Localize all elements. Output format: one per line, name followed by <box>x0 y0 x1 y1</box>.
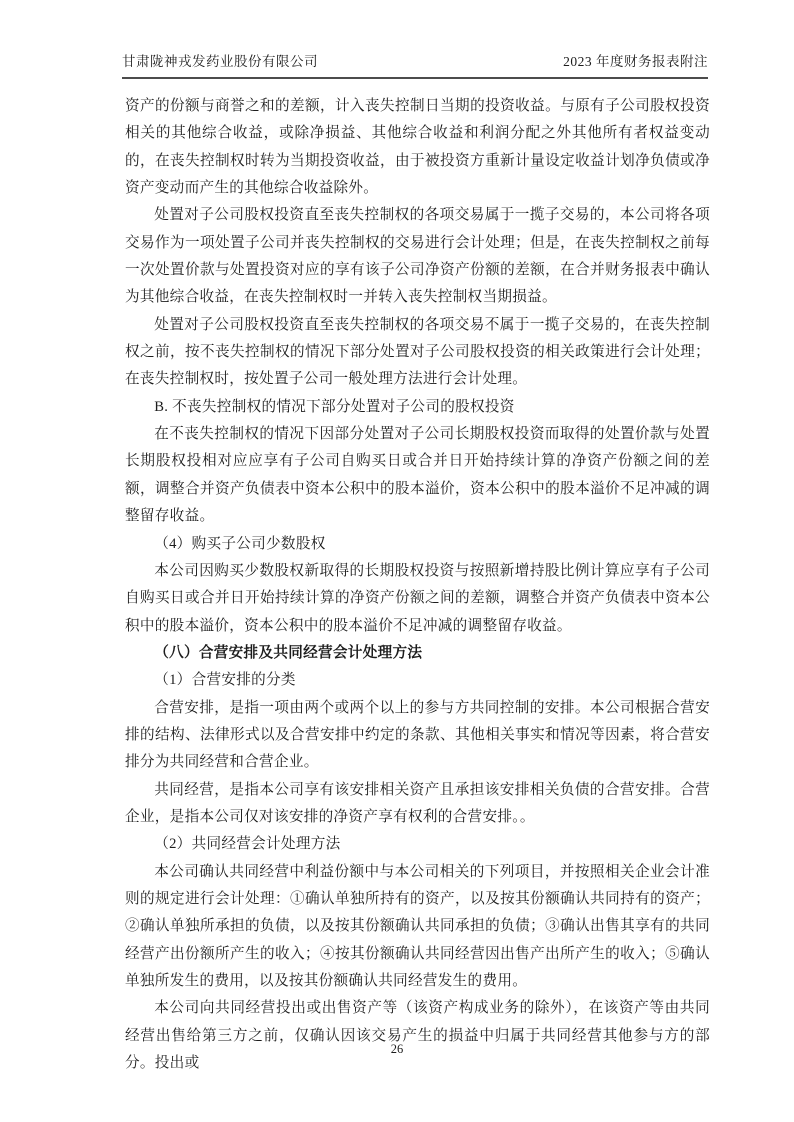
subheading-4: （4）购买子公司少数股权 <box>154 535 326 552</box>
paragraph: 在不丧失控制权的情况下因部分处置对子公司长期股权投资而取得的处置价款与处置长期股权投相对应应享有子公司自购买日或合并日开始持续计算的净资产份额之间的差额，调整合并资产负债表中资本公积中的股本溢价，资本公积中的股本溢价不足冲减的调整留存收益。 <box>125 426 710 525</box>
paragraph-continuation: 资产的份额与商誉之和的差额，计入丧失控制日当期的投资收益。与原有子公司股权投资相关的其他综合收益，或除净损益、其他综合收益和利润分配之外其他所有者权益变动的，在丧失控制权时转为当期投资收益，由于被投资方重新计量设定收益计划净负债或净资产变动而产生的其他综合收益除外。 <box>125 98 710 197</box>
subheading-1: （1）合营安排的分类 <box>154 672 296 689</box>
header-company-name: 甘肃陇神戎发药业股份有限公司 <box>122 54 318 69</box>
paragraph: 本公司向共同经营投出或出售资产等（该资产构成业务的除外），在该资产等由共同经营出售给第三方之前，仅确认因该交易产生的损益中归属于共同经营其他参与方的部分。投出或 <box>125 1000 710 1072</box>
page-header <box>122 50 708 79</box>
paragraph: 本公司因购买少数股权新取得的长期股权投资与按照新增持股比例计算应享有子公司自购买日或合并日开始持续计算的净资产份额之间的差额，调整合并资产负债表中资本公积中的股本溢价，资本公积中的股本溢价不足冲减的调整留存收益。 <box>125 562 710 634</box>
paragraph: 处置对子公司股权投资直至丧失控制权的各项交易不属于一揽子交易的，在丧失控制权之前，按不丧失控制权的情况下部分处置对子公司股权投资的相关政策进行会计处理；在丧失控制权时，按处置子公司一般处理方法进行会计处理。 <box>125 316 710 388</box>
paragraph: 共同经营，是指本公司享有该安排相关资产且承担该安排相关负债的合营安排。合营企业，是指本公司仅对该安排的净资产享有权利的合营安排。。 <box>125 781 710 825</box>
paragraph: 合营安排，是指一项由两个或两个以上的参与方共同控制的安排。本公司根据合营安排的结构、法律形式以及合营安排中约定的条款、其他相关事实和情况等因素，将合营安排分为共同经营和合营企业。 <box>125 699 710 771</box>
paragraph: 处置对子公司股权投资直至丧失控制权的各项交易属于一揽子交易的，本公司将各项交易作为一项处置子公司并丧失控制权的交易进行会计处理；但是，在丧失控制权之前每一次处置价款与处置投资对应的享有该子公司净资产份额的差额，在合并财务报表中确认为其他综合收益，在丧失控制权时一并转入丧失控制权当期损益。 <box>125 207 710 306</box>
page-number: 26 <box>390 1042 404 1056</box>
document-body <box>125 93 710 1077</box>
paragraph: 本公司确认共同经营中利益份额中与本公司相关的下列项目，并按照相关企业会计准则的规定进行会计处理：①确认单独所持有的资产，以及按其份额确认共同持有的资产；②确认单独所承担的负债，以及按其份额确认共同承担的负债；③确认出售其享有的共同经营产出份额所产生的收入；④按其份额确认共同经营因出售产出所产生的收入；⑤确认单独所发生的费用，以及按其份额确认共同经营发生的费用。 <box>125 863 710 989</box>
subheading-2: （2）共同经营会计处理方法 <box>154 836 341 853</box>
section-heading-8: （八）合营安排及共同经营会计处理方法 <box>154 644 423 661</box>
header-doc-title: 2023 年度财务报表附注 <box>563 54 708 69</box>
subheading-b: B. 不丧失控制权的情况下部分处置对子公司的股权投资 <box>154 398 515 415</box>
